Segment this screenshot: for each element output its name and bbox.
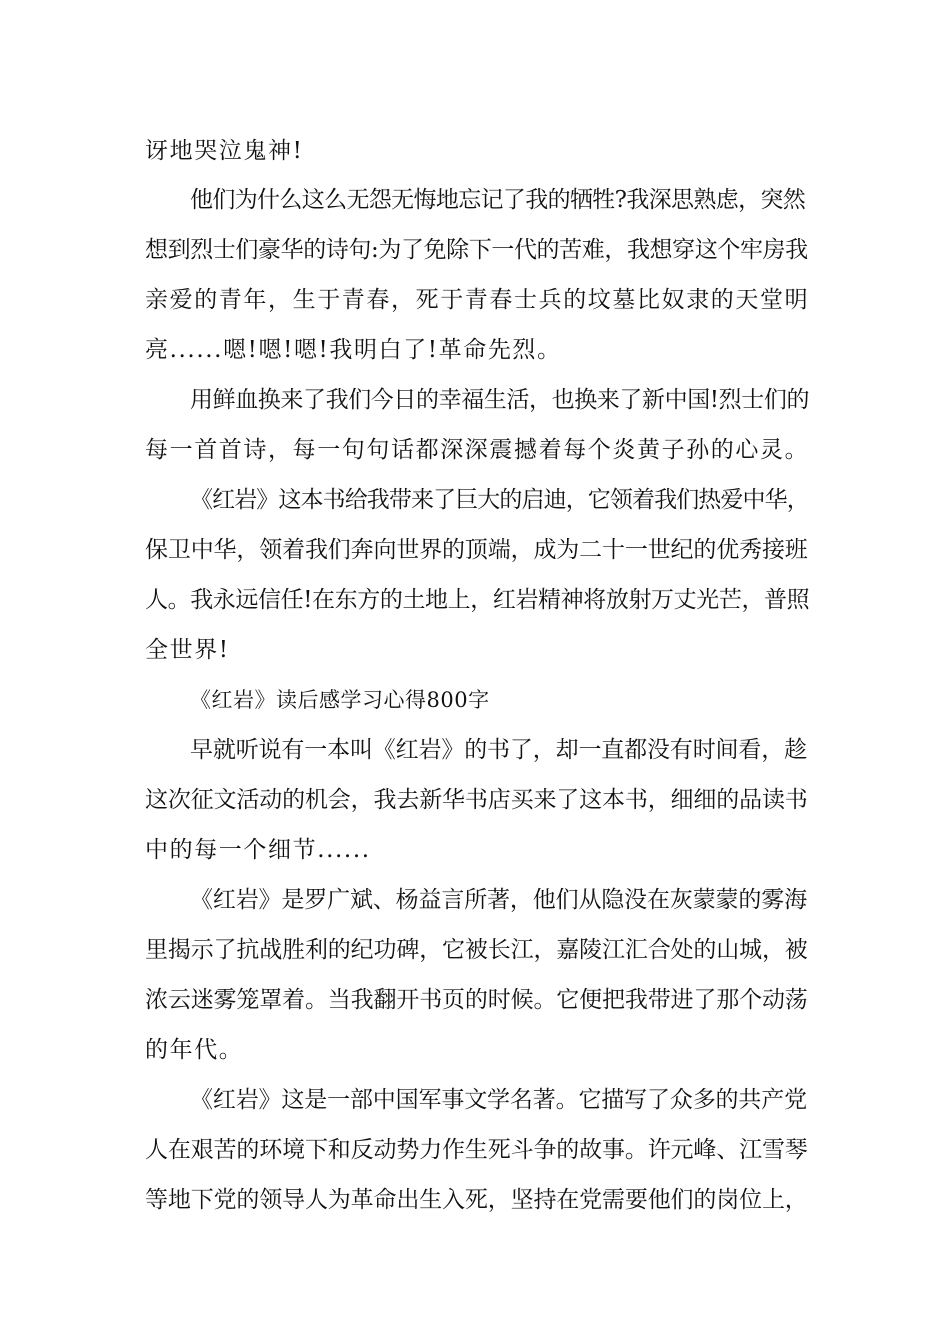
paragraph-line: 人在艰苦的环境下和反动势力作生死斗争的故事。许元峰、江雪琴	[145, 1137, 808, 1163]
paragraph-line: 亮......嗯!嗯!嗯!我明白了!革命先烈。	[145, 337, 562, 363]
paragraph-line: 《红岩》这本书给我带来了巨大的启迪，它领着我们热爱中华，	[190, 487, 809, 513]
paragraph-line: 他们为什么这么无怨无悔地忘记了我的牺牲?我深思熟虑，突然	[190, 187, 806, 213]
paragraph-line: 早就听说有一本叫《红岩》的书了，却一直都没有时间看，趁	[190, 737, 807, 763]
paragraph-line: 保卫中华，领着我们奔向世界的顶端，成为二十一世纪的优秀接班	[145, 537, 808, 563]
paragraph-line: 亲爱的青年，生于青春，死于青春士兵的坟墓比奴隶的天堂明	[145, 287, 810, 313]
section-title: 《红岩》读后感学习心得800字	[190, 688, 490, 712]
paragraph-line: 这次征文活动的机会，我去新华书店买来了这本书，细细的品读书	[145, 787, 808, 813]
paragraph-line: 每一首首诗，每一句句话都深深震撼着每个炎黄子孙的心灵。	[145, 437, 810, 463]
paragraph-line: 《红岩》这是一部中国军事文学名著。它描写了众多的共产党	[190, 1087, 807, 1113]
paragraph-line: 的年代。	[145, 1037, 244, 1063]
paragraph-line: 中的每一个细节......	[145, 837, 371, 863]
paragraph-line: 人。我永远信任!在东方的土地上，红岩精神将放射万丈光芒，普照	[145, 587, 810, 613]
paragraph-line: 《红岩》是罗广斌、杨益言所著，他们从隐没在灰蒙蒙的雾海	[190, 887, 807, 913]
paragraph-line: 想到烈士们豪华的诗句:为了免除下一代的苦难，我想穿这个牢房我	[145, 237, 808, 263]
paragraph-line: 浓云迷雾笼罩着。当我翻开书页的时候。它便把我带进了那个动荡	[145, 987, 808, 1013]
paragraph-line: 里揭示了抗战胜利的纪功碑，它被长江，嘉陵江汇合处的山城，被	[145, 937, 808, 963]
paragraph-line: 讶地哭泣鬼神!	[145, 138, 304, 164]
paragraph-line: 全世界!	[145, 637, 230, 663]
paragraph-line: 用鲜血换来了我们今日的幸福生活，也换来了新中国!烈士们的	[190, 387, 810, 413]
paragraph-line: 等地下党的领导人为革命出生入死，坚持在党需要他们的岗位上，	[145, 1187, 808, 1213]
